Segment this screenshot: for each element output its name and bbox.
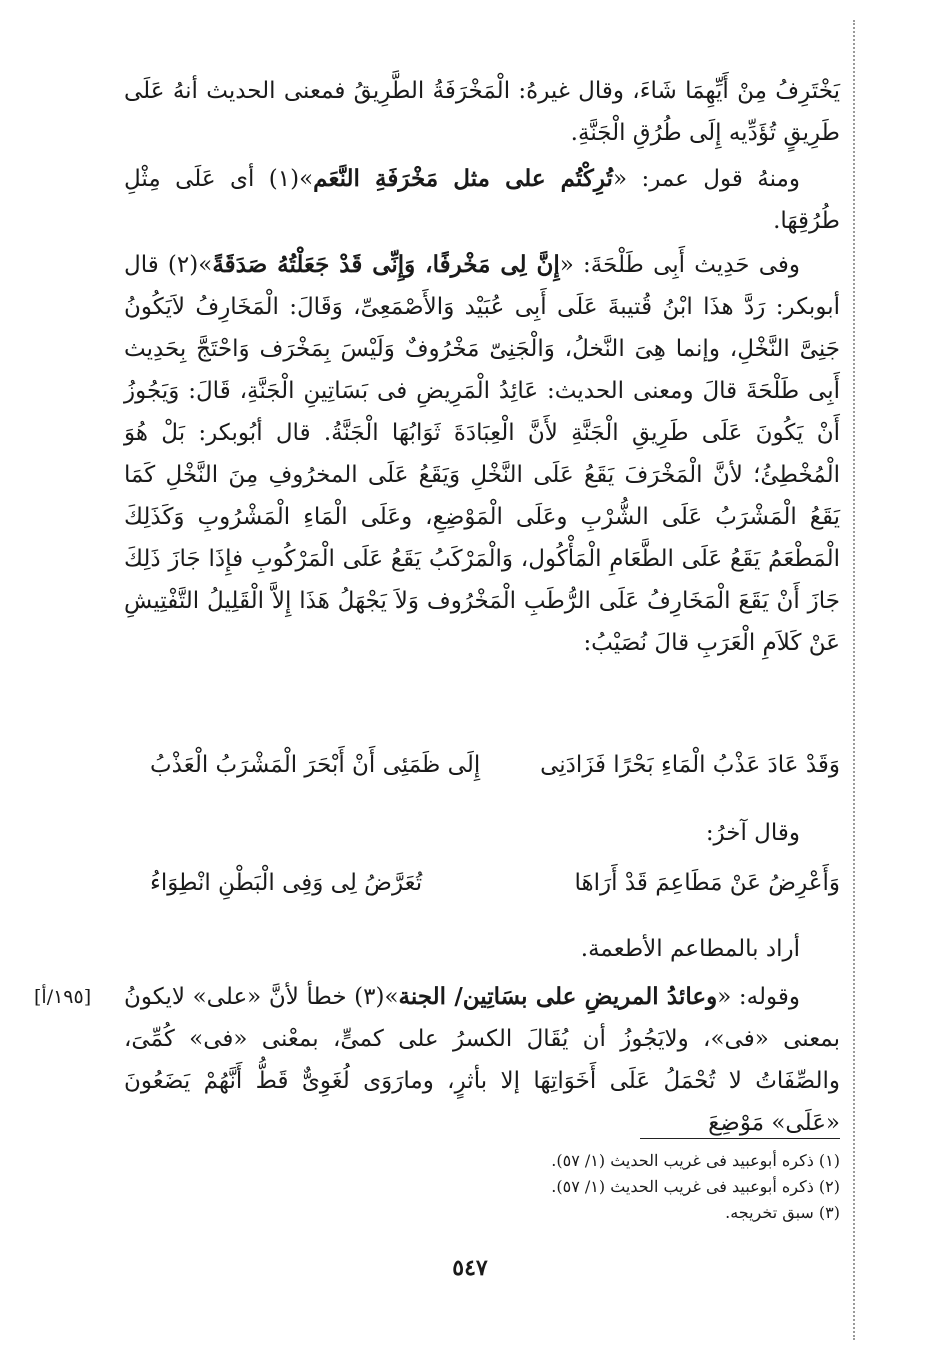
paragraph-3-lead: وفى حَدِيث أَبِى طَلْحَةَ: «	[559, 252, 800, 278]
paragraph-6-lead: وقوله: «	[717, 984, 800, 1010]
paragraph-4: وقال آخرُ:	[705, 820, 800, 846]
verse-2	[150, 870, 840, 896]
paragraph-3-quote: إِنَّ لِى مَخْرفًا، وَإِنِّى قَدْ جَعَلْتُهُ صَدَقَةً	[212, 251, 560, 278]
verse-2-first-hemistich: وَأَعْرِضُ عَنْ مَطَاعِمَ قَدْ أَرَاهَا	[574, 870, 840, 896]
footnote-2: (٢) ذكره أبوعبيد فى غريب الحديث (١/ ٥٧).	[551, 1177, 840, 1196]
paragraph-6	[124, 976, 840, 1144]
footnote-1: (١) ذكره أبوعبيد فى غريب الحديث (١/ ٥٧).	[551, 1151, 840, 1170]
verse-1-second-hemistich: إِلَى ظَمَئِى أَنْ أَبْحَرَ الْمَشْرَبُ الْعَذْبُ	[150, 752, 481, 778]
paragraph-6-quote: وعائدُ المريضِ على بسَاتِين/ الجنة	[398, 983, 718, 1010]
verse-1-first-hemistich: وَقَدْ عَادَ عَذْبُ الْمَاءِ بَحْرًا فَزَادَنِى	[540, 752, 840, 778]
paragraph-2	[124, 158, 840, 242]
paragraph-3	[124, 244, 840, 664]
footnote-separator	[640, 1138, 840, 1139]
main-text	[124, 70, 840, 664]
footnote-3: (٣) سبق تخريجه.	[725, 1203, 840, 1222]
manuscript-folio-marker: [١٩٥/أ]	[34, 986, 92, 1008]
paragraph-1: يَخْتَرِفُ مِنْ أَيِّهِمَا شَاءَ، وقال غيرهُ: الْمَخْرَفَةُ الطَّرِيقُ فمعنى الحديث أنهُ عَلَى طَرِيقٍ تُؤَدِّيه إِلَى طُرُقِ الْجَنَّةِ.	[124, 78, 840, 146]
closing-text	[124, 928, 840, 1144]
paragraph-5: أراد بالمطاعم الأطعمة.	[580, 936, 800, 962]
paragraph-2-quote: تُرِكْتُم على مثل مَخْرَفَةِ النَّعَم	[313, 165, 613, 192]
verse-2-second-hemistich: تُعَرَّضُ لِى وَفِى الْبَطْنِ انْطِوَاءُ	[150, 870, 423, 896]
paragraph-2-lead: ومنهُ قول عمر: «	[612, 166, 800, 192]
paragraph-3-tail: »(٢) قال أبوبكر: رَدَّ هذَا ابْنُ قُتيبةَ عَلَى أَبِى عُبَيْد وَالأَصْمَعِىِّ، وَقَالَ: الْمَخَارِفُ لاَيَكُونُ جَنِىَّ النَّخْلِ، وإنما هِىَ النَّخلُ، وَالْجَنِىّ مَخْرُوفٌ وَلَيْسَ بِمَخْرَف وَاحْتَجَّ بِحَدِيث أَبِى طَلْحَةَ قالَ ومعنى الحديث: عَائِدُ الْمَرِيضِ فى بَسَاتِينِ الْجَنَّةِ، قَالَ: وَيَجُوزُ أَنْ يَكُونَ عَلَى طَرِيقِ الْجَنَّةِ لأَنَّ الْعِبَادَةَ ثَوَابُهَا الْجَنَّةُ. قال أبُوبكر: بَلْ هُوَ الْمُخْطِئُ؛ لأنَّ الْمَخْرَفَ يَقَعُ عَلَى النَّخْلِ وَيَقَعُ عَلَى المخرُوفِ مِنَ النَّخْلِ كَمَا يَقَعُ الْمَشْرَبُ عَلَى الشُّرْبِ وعَلَى الْمَوْضِعِ، وعَلَى الْمَاءِ الْمَشْرُوبِ وَكَذَلِكَ الْمَطْعَمُ يَقَعُ عَلَى الطَّعَامِ الْمَأْكُول، وَالْمَرْكَبُ يَقَعُ عَلَى الْمَرْكُوبِ فإِذَا جَازَ ذَلِكَ جَازَ أَنْ يَقَعَ الْمَخَارِفُ عَلَى الرُّطَبِ الْمَخْرُوف وَلاَ يَجْهَلُ هَذَا إِلاَّ الْقَلِيلُ التَّفْتِيشِ عَنْ كَلاَمِ الْعَرَبِ قالَ نُصَيْبُ:	[124, 252, 840, 656]
verse-2-intro	[124, 812, 840, 854]
footnotes	[420, 1148, 840, 1226]
margin-dotted-rule	[853, 20, 855, 1340]
verse-1	[150, 752, 840, 778]
paragraph-6-tail: »(٣) خطأ لأنَّ «على» لايكونُ بمعنى «فى»، ولايَجُوزُ أن يُقَالَ الكسرُ على كمىٍّ، بمعْنى «فى» كُمِّىَ، والصِّفَاتُ لا تُحْمَلُ عَلَى أَخَوَاتِهَا إلا بأثرٍ، ومارَوَى لُغَوِىٌّ قَطُّ أَنَّهُمْ يَضَعُونَ «عَلَى» مَوْضِعَ	[124, 984, 840, 1136]
page-number: ٥٤٧	[452, 1255, 488, 1281]
paragraph-2-tail: »(١) أى عَلَى مِثْلِ طُرُقِهَا.	[124, 166, 840, 234]
